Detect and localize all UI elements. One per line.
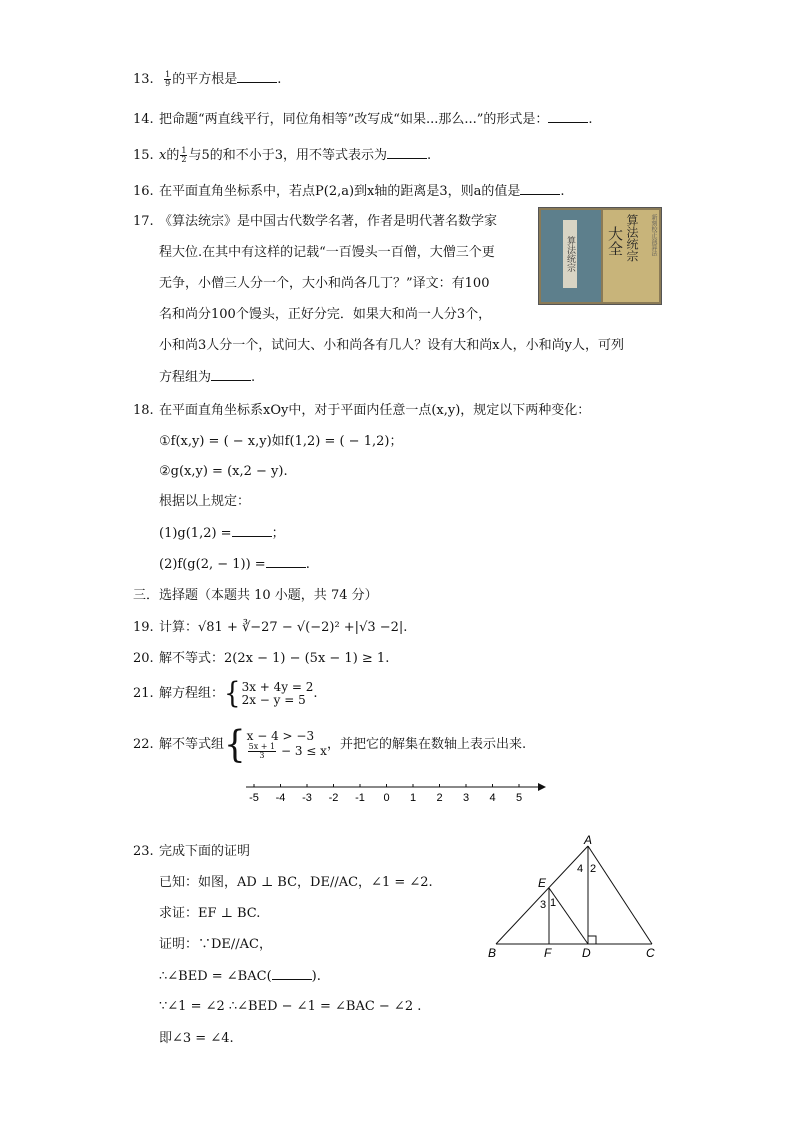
answer-blank[interactable]	[211, 368, 251, 381]
question-13: 13. $\frac{1}{9}$ 的平方根是 .	[133, 70, 282, 88]
label-B: B	[488, 946, 497, 960]
question-number: 14.	[133, 112, 154, 127]
geometry-figure	[480, 830, 670, 965]
question-14: 14. 把命题“两直线平行，同位角相等”改写成“如果...那么...”的形式是： .	[133, 112, 593, 127]
angle-label-4: 4	[577, 863, 584, 875]
book-small-text: 新刻校正演算法	[650, 214, 657, 256]
label-D: D	[582, 946, 591, 960]
answer-blank[interactable]	[387, 146, 427, 159]
number-line	[240, 776, 560, 806]
book-cover-image	[538, 207, 662, 305]
question-number: 17.	[133, 214, 154, 229]
tick-label: 0	[383, 792, 390, 804]
tick-label: -2	[328, 792, 339, 804]
question-number: 21.	[133, 686, 154, 701]
angle-label-2: 2	[590, 863, 597, 875]
question-17-line-5: 小和尚3人分一个，试问大、小和尚各有几人？设有大和尚x人，小和尚y人，可列	[159, 338, 624, 353]
question-number: 23.	[133, 844, 154, 859]
book-title-page	[603, 210, 659, 302]
question-17-line-6: 方程组为 .	[159, 370, 256, 385]
question-number: 20.	[133, 651, 154, 666]
book-title: 算法统宗	[625, 214, 639, 262]
proof-line-2: ∴∠BED = ∠BAC( ).	[159, 969, 321, 984]
tick-label: 3	[462, 792, 470, 804]
label-A: A	[584, 833, 593, 847]
fraction: $\frac{5x + 1}{3}$	[248, 741, 276, 760]
tick-label: 5	[515, 792, 523, 804]
rule-note: 根据以上规定：	[159, 494, 251, 509]
part-1: (1)g(1,2) = ；	[159, 526, 285, 541]
arrow-icon	[538, 783, 546, 791]
question-number: 18.	[133, 403, 154, 418]
proof-line-1: 证明：∵DE//AC，	[159, 937, 273, 952]
spine-label: 算法统宗	[563, 220, 577, 288]
question-17-line-1: 17. 《算法统宗》是中国古代数学名著，作者是明代著名数学家	[133, 214, 498, 229]
angle-label-3: 3	[540, 899, 547, 911]
question-21: 21. 解方程组： { 3x + 4y = 2 2x − y = 5 .	[133, 677, 318, 710]
question-number: 22.	[133, 737, 154, 752]
proof-line-3: ∵∠1 = ∠2 ∴∠BED − ∠1 = ∠BAC − ∠2 .	[159, 999, 422, 1014]
book-spine	[541, 210, 601, 302]
tick-label: 1	[409, 792, 417, 804]
fraction: $\frac{1}{9}$	[165, 70, 171, 88]
proof-line-4: 即∠3 = ∠4.	[159, 1031, 234, 1046]
question-22: 22. 解不等式组 { x − 4 > −3 $\frac{5x + 1}{3}$ − 3 ≤ x ，并把它的解集在数轴上表示出来.	[133, 722, 527, 767]
rule-2: ②g(x,y) = (x,2 − y).	[159, 464, 288, 479]
answer-blank[interactable]	[520, 182, 560, 195]
answer-blank[interactable]	[237, 70, 277, 83]
answer-blank[interactable]	[272, 967, 312, 980]
tick-label: -1	[355, 792, 365, 804]
question-number: 19.	[133, 620, 154, 635]
question-23: 23. 完成下面的证明	[133, 844, 251, 859]
question-17-line-2: 程大位.在其中有这样的记载“一百馒头一百僧，大僧三个更	[159, 245, 495, 260]
question-16: 16. 在平面直角坐标系中，若点P(2,a)到x轴的距离是3，则a的值是 .	[133, 184, 565, 199]
tick-label: 4	[489, 792, 496, 804]
question-19: 19. 计算：√81 + ∛−27 − √(−2)² +|√3 −2|.	[133, 620, 408, 635]
angle-label-1: 1	[550, 897, 557, 909]
book-title-big: 大全	[606, 226, 624, 256]
question-number: 13.	[133, 72, 154, 87]
question-20: 20. 解不等式：2(2x − 1) − (5x − 1) ≥ 1.	[133, 651, 390, 666]
given-statement: 已知：如图，AD ⊥ BC，DE//AC，∠1 = ∠2.	[159, 875, 433, 890]
question-18: 18. 在平面直角坐标系xOy中，对于平面内任意一点(x,y)，规定以下两种变化：	[133, 403, 591, 418]
answer-blank[interactable]	[548, 110, 588, 123]
section-heading: 三．选择题（本题共 10 小题，共 74 分）	[133, 588, 378, 603]
label-C: C	[646, 946, 655, 960]
tick-label: -3	[302, 792, 312, 804]
label-F: F	[544, 946, 552, 960]
label-E: E	[538, 876, 547, 890]
question-number: 16.	[133, 184, 154, 199]
segment-AC	[588, 846, 652, 944]
segment-AB	[496, 846, 588, 944]
question-17-line-4: 名和尚分100个馒头，正好分完．如果大和尚一人分3个，	[159, 307, 492, 322]
inequality-system: { x − 4 > −3 $\frac{5x + 1}{3}$ − 3 ≤ x	[224, 722, 327, 767]
question-17-line-3: 无争，小僧三人分一个，大小和尚各几丁？”译文：有100	[159, 276, 490, 291]
equation-system: { 3x + 4y = 2 2x − y = 5	[224, 677, 314, 710]
answer-blank[interactable]	[266, 555, 306, 568]
part-2: (2)f(g(2, − 1)) = .	[159, 557, 310, 572]
rule-1: ①f(x,y) = ( − x,y)如f(1,2) = ( − 1,2)；	[159, 434, 403, 449]
question-15: 15. x的 $\frac{1}{2}$ 与5的和不小于3，用不等式表示为 .	[133, 146, 432, 164]
tick-label: -5	[249, 792, 259, 804]
prove-statement: 求证：EF ⊥ BC.	[159, 906, 261, 921]
right-angle-mark	[588, 936, 596, 944]
tick-label: 2	[436, 792, 443, 804]
answer-blank[interactable]	[232, 524, 272, 537]
fraction: $\frac{1}{2}$	[181, 146, 187, 164]
question-number: 15.	[133, 148, 154, 163]
tick-label: -4	[275, 792, 286, 804]
